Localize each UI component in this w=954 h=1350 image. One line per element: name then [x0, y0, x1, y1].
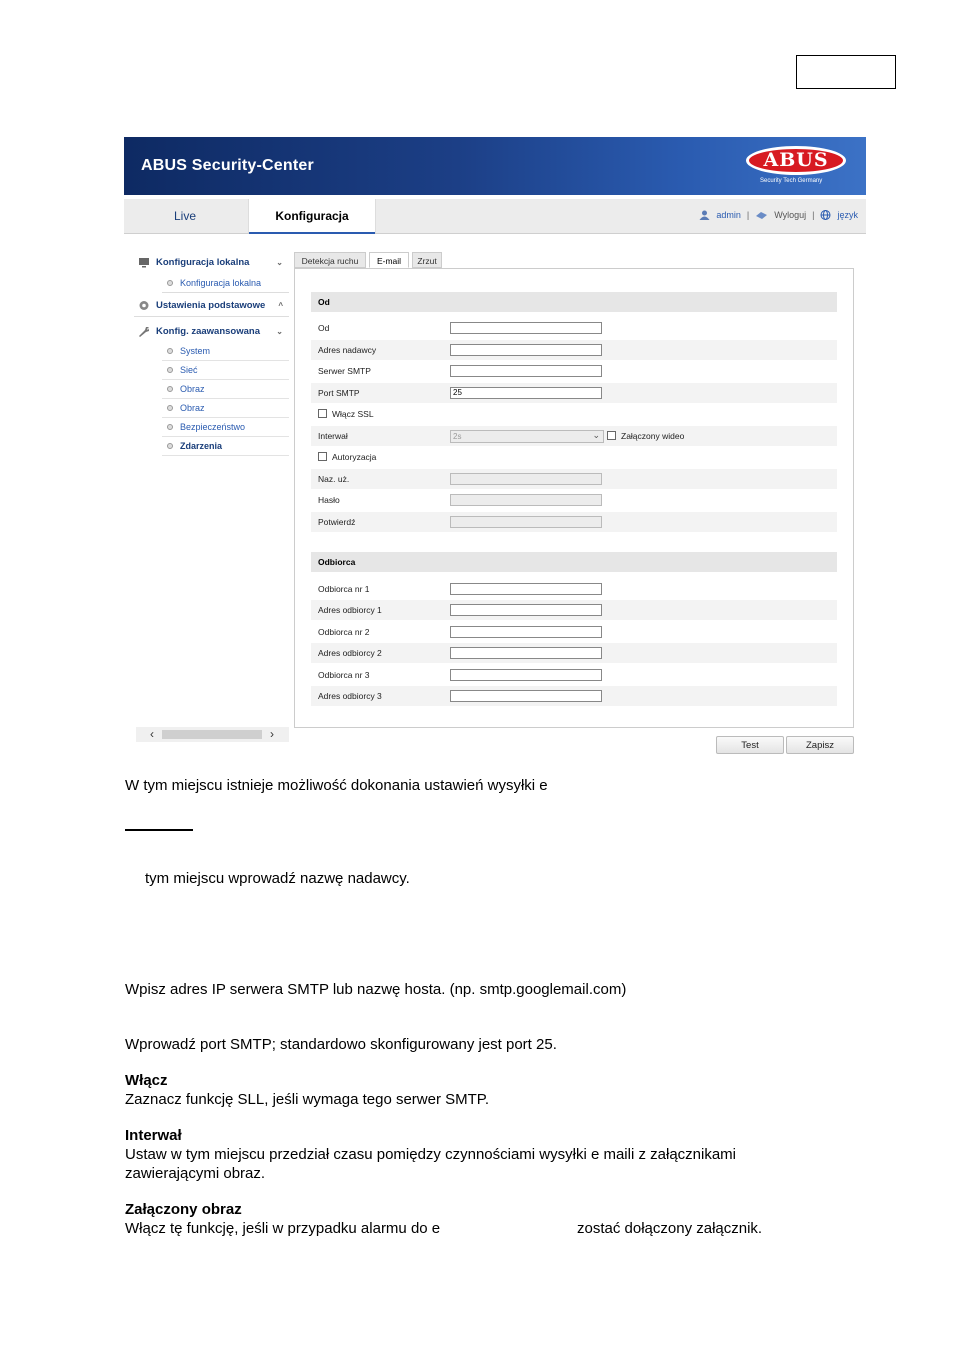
attached-image-description-a: Włącz tę funkcję, jeśli w przypadku alarmu do e — [125, 1220, 441, 1237]
abus-logo: ABUS — [746, 146, 846, 175]
user-link[interactable]: admin — [716, 210, 741, 220]
language-link[interactable]: język — [837, 210, 858, 220]
sidebar-item-network[interactable] — [162, 361, 289, 380]
field-label: Serwer SMTP — [318, 366, 371, 376]
smtp-port-input[interactable]: 25 — [450, 387, 602, 399]
sidebar-item-system[interactable] — [162, 342, 289, 361]
bullet-icon — [167, 348, 173, 354]
interval-description-line-1: Ustaw w tym miejscu przedział czasu pomiędzy czynnościami wysyłki e maili z załącznikami — [125, 1146, 737, 1163]
user-menu — [699, 210, 858, 220]
section-header-from: Od — [311, 292, 837, 312]
sidebar-item-security[interactable] — [162, 418, 289, 437]
globe-icon — [820, 210, 831, 220]
sidebar-item-image[interactable] — [162, 380, 289, 399]
test-button[interactable]: Test — [716, 736, 784, 754]
form-row-recipient-3 — [311, 665, 837, 685]
interval-select[interactable] — [450, 430, 604, 443]
chevron-down-icon: ⌄ — [276, 326, 283, 336]
gear-icon — [138, 300, 150, 311]
interval-heading: Interwał — [125, 1127, 182, 1144]
field-label: Potwierdź — [318, 517, 356, 527]
form-row-auth — [311, 447, 837, 467]
sidebar-item-label: Obraz — [180, 384, 205, 394]
ssl-heading: Włącz — [125, 1072, 168, 1089]
section-underline — [125, 829, 193, 831]
form-row-interval — [311, 426, 837, 446]
form-row-recipient-address-3 — [311, 686, 837, 706]
select-value: 2s — [453, 432, 462, 441]
ssl-checkbox[interactable] — [318, 409, 327, 418]
form-row-confirm — [311, 512, 837, 532]
tab-snapshot[interactable]: Zrzut — [412, 252, 442, 268]
field-label: Od — [318, 323, 330, 333]
field-label: Odbiorca nr 2 — [318, 627, 370, 637]
separator: | — [746, 210, 750, 220]
separator: | — [812, 210, 815, 220]
logout-link[interactable]: Wyloguj — [774, 210, 807, 220]
field-label: Interwał — [318, 431, 348, 441]
form-row-ssl — [311, 404, 837, 424]
monitor-icon — [138, 257, 150, 268]
form-row-recipient-1 — [311, 579, 837, 599]
auth-checkbox[interactable] — [318, 452, 327, 461]
field-label: Port SMTP — [318, 388, 360, 398]
recipient-3-input[interactable] — [450, 669, 602, 681]
scroll-right-icon[interactable]: › — [270, 727, 274, 741]
form-row-from — [311, 318, 837, 338]
confirm-password-input[interactable] — [450, 516, 602, 528]
field-label: Adres odbiorcy 2 — [318, 648, 382, 658]
main-nav — [124, 199, 866, 234]
sidebar-item-label: Obraz — [180, 403, 205, 413]
ssl-description: Zaznacz funkcję SLL, jeśli wymaga tego serwer SMTP. — [125, 1091, 490, 1108]
bullet-icon — [167, 280, 173, 286]
sidebar-group-label: Konfig. zaawansowana — [156, 325, 260, 337]
tab-konfiguracja[interactable]: Konfiguracja — [248, 199, 376, 233]
smtp-server-description: Wpisz adres IP serwera SMTP lub nazwę hosta. (np. smtp.googlemail.com) — [125, 981, 627, 998]
field-label: Adres nadawcy — [318, 345, 377, 355]
bullet-icon — [167, 443, 173, 449]
sidebar-item-label: Zdarzenia — [180, 441, 223, 451]
recipient-address-2-input[interactable] — [450, 647, 602, 659]
app-header — [124, 137, 866, 195]
bullet-icon — [167, 386, 173, 392]
sidebar-item-label: Sieć — [180, 365, 198, 375]
form-row-recipient-address-2 — [311, 643, 837, 663]
chevron-down-icon: ⌄ — [276, 257, 283, 267]
tab-live[interactable]: Live — [173, 209, 196, 223]
sender-description: tym miejscu wprowadź nazwę nadawcy. — [145, 870, 410, 887]
form-row-smtp-server — [311, 361, 837, 381]
sidebar-group-label: Konfiguracja lokalna — [156, 256, 250, 268]
field-label: Autoryzacja — [332, 452, 377, 462]
field-label: Adres odbiorcy 1 — [318, 605, 382, 615]
logout-icon — [755, 210, 768, 220]
smtp-port-description: Wprowadź port SMTP; standardowo skonfigurowany jest port 25. — [125, 1036, 557, 1053]
sidebar-group-local[interactable] — [134, 251, 289, 273]
form-row-sender-address — [311, 340, 837, 360]
chevron-up-icon: ^ — [278, 300, 283, 310]
attached-video-checkbox[interactable] — [607, 431, 616, 440]
wrench-icon — [138, 326, 150, 337]
field-label: Odbiorca nr 3 — [318, 670, 370, 680]
field-label: Hasło — [318, 495, 340, 505]
bullet-icon — [167, 367, 173, 373]
form-row-recipient-2 — [311, 622, 837, 642]
form-row-password — [311, 490, 837, 510]
recipient-2-input[interactable] — [450, 626, 602, 638]
interval-description-line-2: zawierającymi obraz. — [125, 1165, 266, 1182]
recipient-address-3-input[interactable] — [450, 690, 602, 702]
sidebar-item-image-2[interactable] — [162, 399, 289, 418]
sidebar-scrollbar[interactable] — [136, 727, 289, 742]
page-number-box — [796, 55, 896, 89]
app-title: ABUS Security-Center — [141, 157, 314, 174]
sidebar-item-label: Konfiguracja lokalna — [180, 278, 262, 288]
password-input[interactable] — [450, 494, 602, 506]
username-input[interactable] — [450, 473, 602, 485]
chevron-down-icon: ⌄ — [592, 430, 600, 440]
tab-email[interactable]: E-mail — [369, 252, 409, 268]
user-icon — [699, 210, 710, 220]
sidebar-item-local-config[interactable] — [162, 274, 289, 293]
field-label: Odbiorca nr 1 — [318, 584, 370, 594]
save-button[interactable]: Zapisz — [786, 736, 854, 754]
from-input[interactable] — [450, 322, 602, 334]
sidebar-group-label: Ustawienia podstawowe — [156, 299, 266, 311]
attached-video-option — [607, 426, 684, 446]
sidebar-item-events[interactable] — [162, 437, 289, 456]
sidebar-group-advanced[interactable] — [134, 320, 289, 342]
email-settings-panel — [294, 268, 854, 728]
form-row-recipient-address-1 — [311, 600, 837, 620]
recipient-1-input[interactable] — [450, 583, 602, 595]
recipient-address-1-input[interactable] — [450, 604, 602, 616]
tab-motion-detection[interactable]: Detekcja ruchu — [294, 252, 366, 268]
attached-image-description-b: zostać dołączony załącznik. — [577, 1220, 763, 1237]
scroll-thumb[interactable] — [162, 730, 262, 739]
form-row-smtp-port — [311, 383, 837, 403]
field-label: Załączony wideo — [621, 431, 685, 441]
sidebar-group-basic[interactable] — [134, 294, 289, 317]
scroll-left-icon[interactable]: ‹ — [150, 727, 154, 741]
attached-image-heading: Załączony obraz — [125, 1201, 242, 1218]
field-label: Włącz SSL — [332, 409, 374, 419]
sidebar-item-label: System — [180, 346, 211, 356]
form-row-username — [311, 469, 837, 489]
field-label: Adres odbiorcy 3 — [318, 691, 382, 701]
logo-tagline: Security Tech Germany — [760, 178, 823, 184]
field-label: Naz. uż. — [318, 474, 350, 484]
bullet-icon — [167, 424, 173, 430]
section-header-recipient: Odbiorca — [311, 552, 837, 572]
sender-address-input[interactable] — [450, 344, 602, 356]
smtp-server-input[interactable] — [450, 365, 602, 377]
sidebar-item-label: Bezpieczeństwo — [180, 422, 246, 432]
bullet-icon — [167, 405, 173, 411]
intro-text: W tym miejscu istnieje możliwość dokonania ustawień wysyłki e — [125, 777, 548, 794]
